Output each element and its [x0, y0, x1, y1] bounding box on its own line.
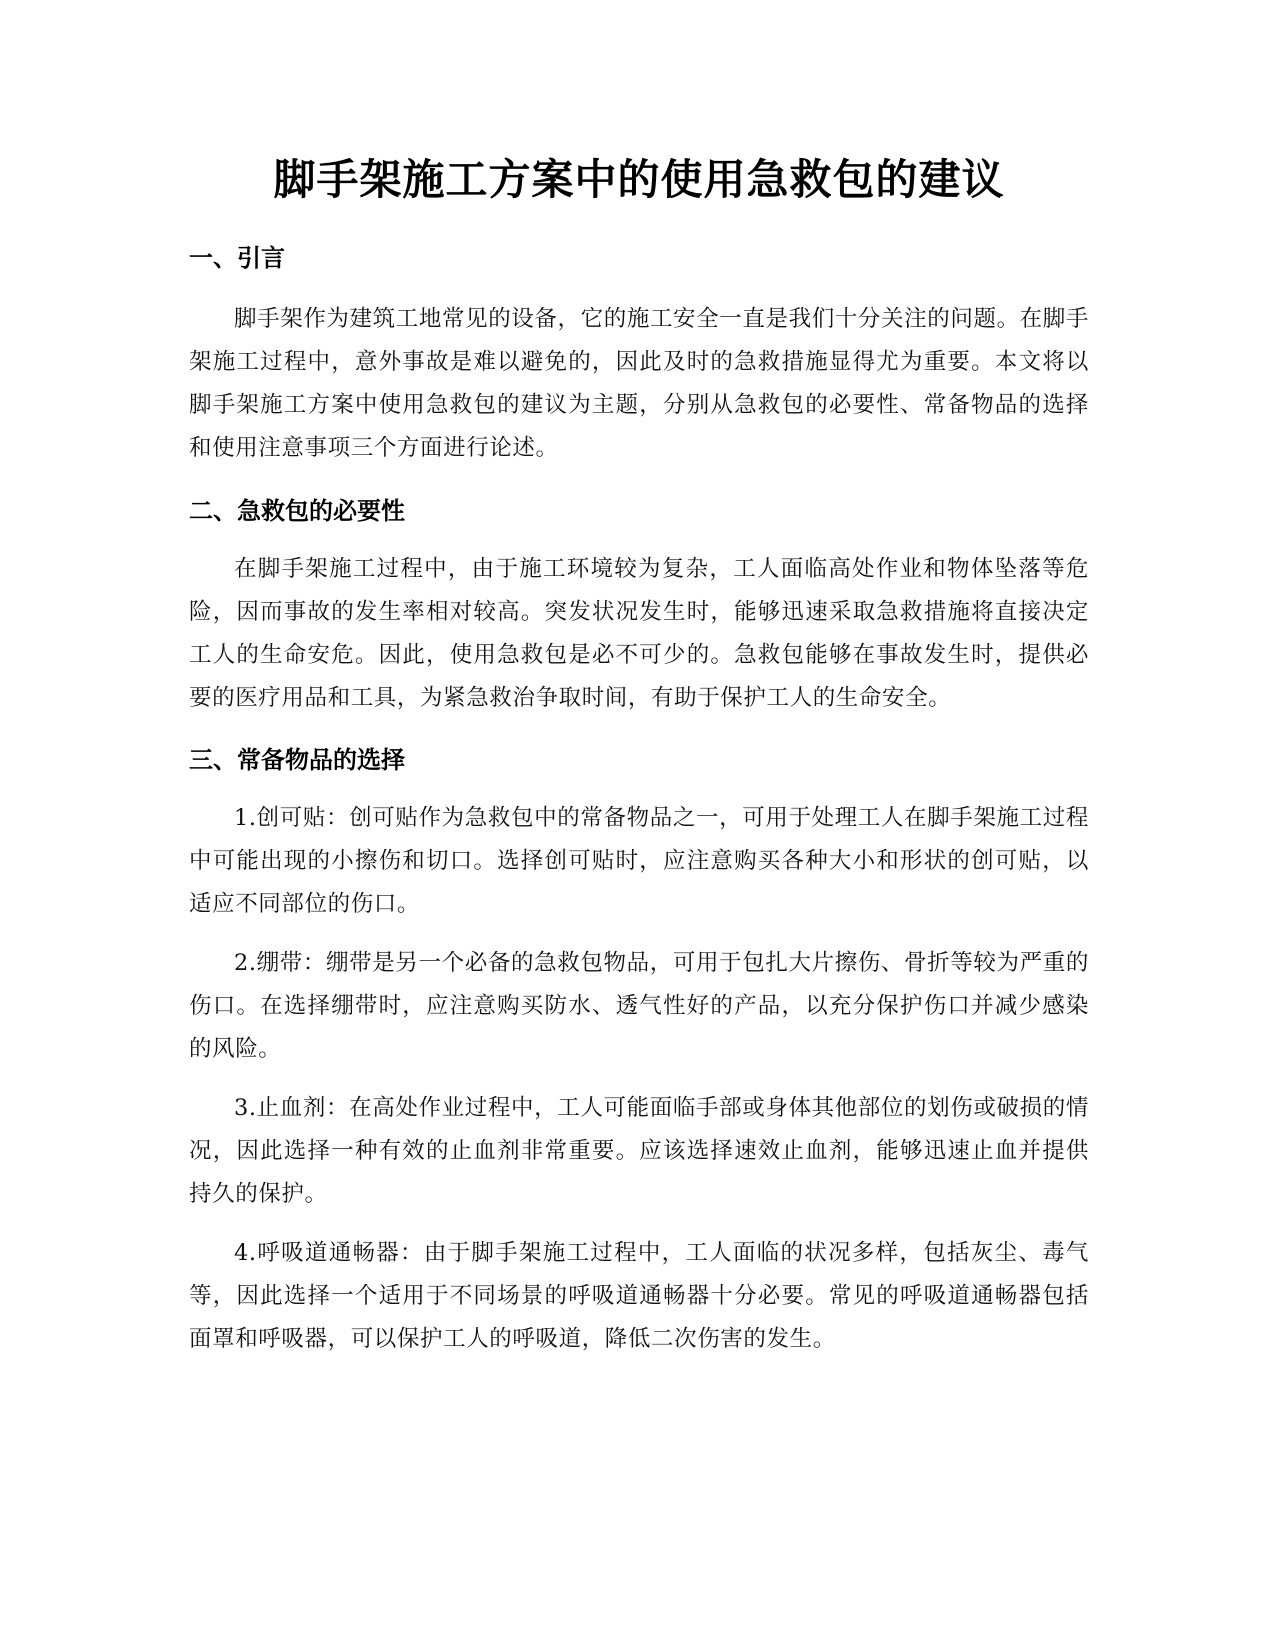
section-heading-supplies: 三、常备物品的选择	[189, 746, 405, 774]
document-title: 脚手架施工方案中的使用急救包的建议	[273, 155, 1005, 204]
supply-item-bandage: 2.绷带：绷带是另一个必备的急救包物品，可用于包扎大片擦伤、骨折等较为严重的伤口。在选择绷带时，应注意购买防水、透气性好的产品，以充分保护伤口并减少感染的风险。	[189, 950, 1089, 1062]
supply-item-hemostatic: 3.止血剂：在高处作业过程中，工人可能面临手部或身体其他部位的划伤或破损的情况，因此选择一种有效的止血剂非常重要。应该选择速效止血剂，能够迅速止血并提供持久的保护。	[189, 1095, 1089, 1207]
supply-item-bandaid: 1.创可贴：创可贴作为急救包中的常备物品之一，可用于处理工人在脚手架施工过程中可能出现的小擦伤和切口。选择创可贴时，应注意购买各种大小和形状的创可贴，以适应不同部位的伤口。	[189, 805, 1089, 917]
necessity-paragraph: 在脚手架施工过程中，由于施工环境较为复杂，工人面临高处作业和物体坠落等危险，因而事故的发生率相对较高。突发状况发生时，能够迅速采取急救措施将直接决定工人的生命安危。因此，使用急救包是必不可少的。急救包能够在事故发生时，提供必要的医疗用品和工具，为紧急救治争取时间，有助于保护工人的生命安全。	[189, 556, 1089, 711]
supply-item-airway-device: 4.呼吸道通畅器：由于脚手架施工过程中，工人面临的状况多样，包括灰尘、毒气等，因此选择一个适用于不同场景的呼吸道通畅器十分必要。常见的呼吸道通畅器包括面罩和呼吸器，可以保护工人的呼吸道，降低二次伤害的发生。	[189, 1240, 1089, 1352]
section-heading-necessity: 二、急救包的必要性	[189, 497, 405, 525]
section-heading-intro: 一、引言	[189, 244, 285, 272]
document-body	[189, 150, 1089, 1361]
intro-paragraph: 脚手架作为建筑工地常见的设备，它的施工安全一直是我们十分关注的问题。在脚手架施工过程中，意外事故是难以避免的，因此及时的急救措施显得尤为重要。本文将以脚手架施工方案中使用急救包的建议为主题，分别从急救包的必要性、常备物品的选择和使用注意事项三个方面进行论述。	[189, 306, 1089, 461]
